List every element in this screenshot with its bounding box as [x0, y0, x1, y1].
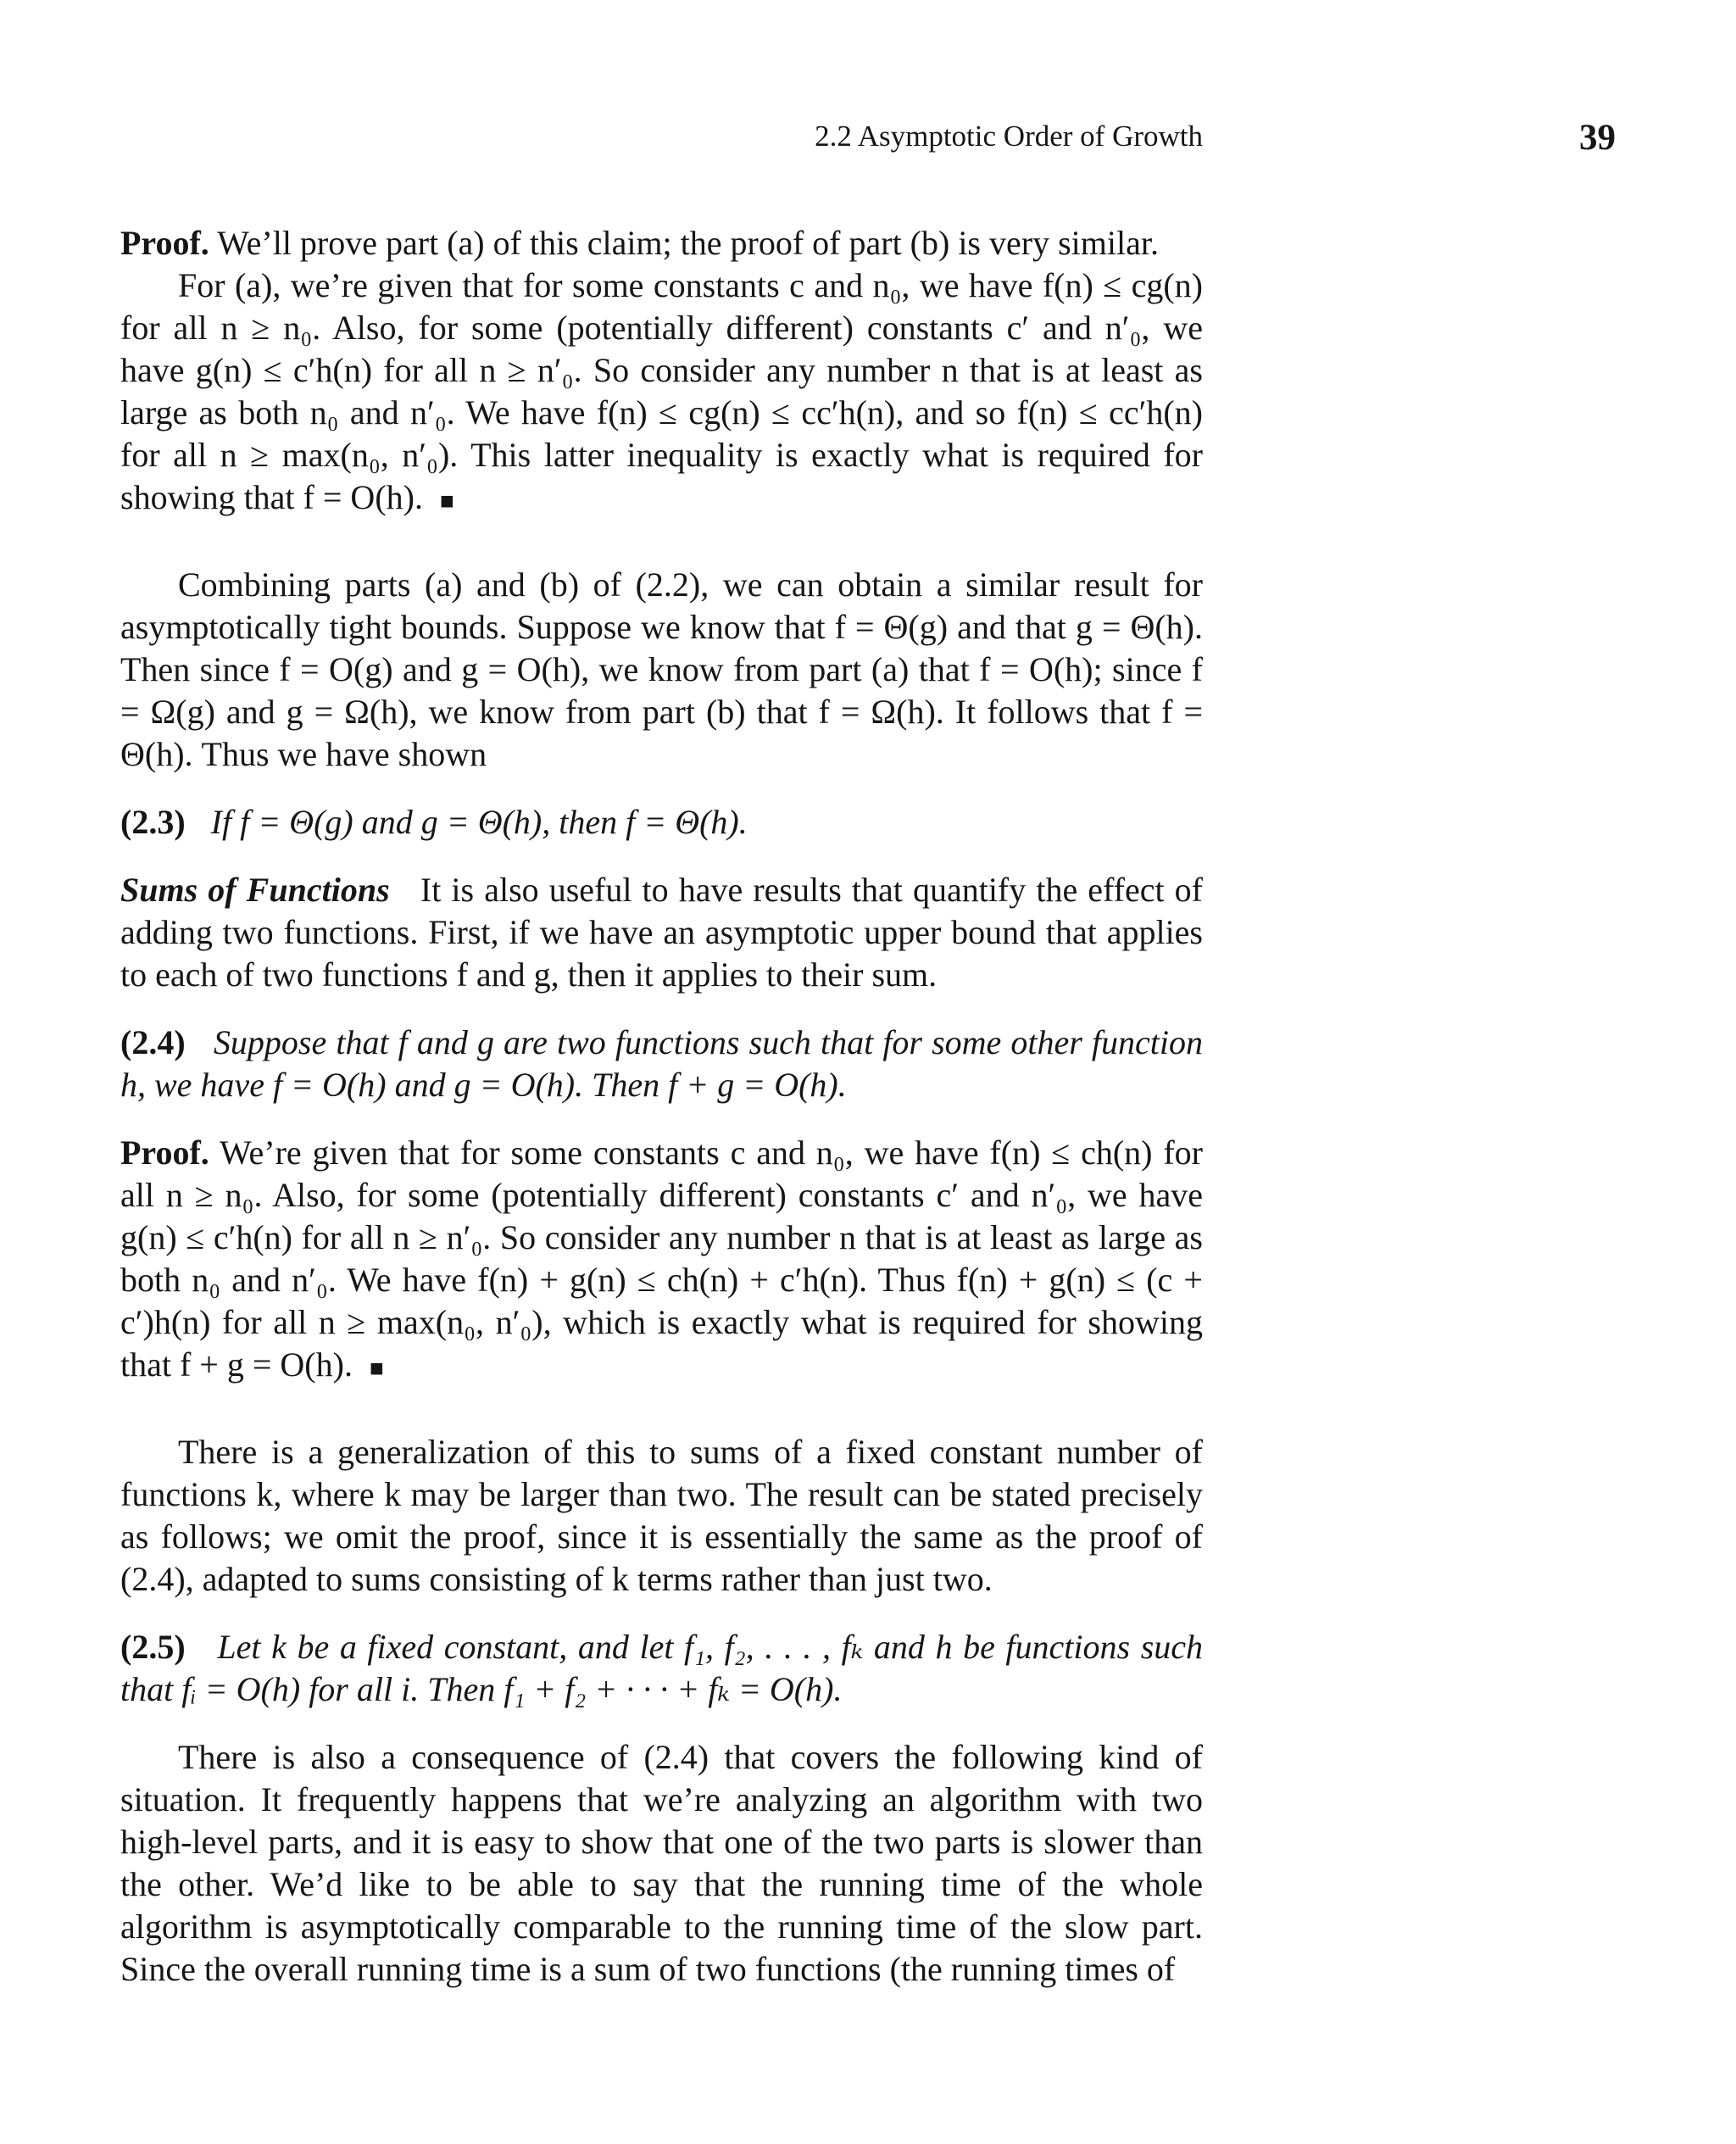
paragraph-consequence: There is also a consequence of (2.4) that covers the following kind of situation. It frequently happens that we’re analyzing an algorithm with two high-level parts, and it is easy to show that one of the two parts is slower than the other. We’d like to be able to say that the running time of the whole algorithm is asymptotically comparable to the running time of the slow part. Since the overall running time is a sum of two functions (the running times of	[120, 1738, 1203, 1988]
claim-2-4	[120, 1022, 1203, 1106]
proof-2-text: We’re given that for some constants c and n₀, we have f(n) ≤ ch(n) for all n ≥ n₀. Also, for some (potentially different) constants c′ and n′₀, we have g(n) ≤ c′h(n) for all n ≥ n′₀. So consider any number n that is at least as large as both n₀ and n′₀. We have f(n) + g(n) ≤ ch(n) + c′h(n). Thus f(n) + g(n) ≤ (c + c′)h(n) for all n ≥ max(n₀, n′₀), which is exactly what is required for showing that f + g = O(h).	[120, 1133, 1203, 1384]
proof-label: Proof.	[120, 1133, 209, 1172]
claim-2-3	[120, 801, 1203, 844]
section-heading: Sums of Functions	[120, 871, 390, 909]
proof-label: Proof.	[120, 224, 209, 262]
claim-2-5	[120, 1626, 1203, 1711]
paragraph-generalization: There is a generalization of this to sums of a fixed constant number of functions k, where k may be larger than two. The result can be stated precisely as follows; we omit the proof, since it is essentially the same as the proof of (2.4), adapted to sums consisting of k terms rather than just two.	[120, 1433, 1203, 1598]
claim-label: (2.3)	[120, 803, 186, 841]
proof-intro-1	[120, 222, 1203, 265]
sums-text: It is also useful to have results that quantify the effect of adding two functions. First, if we have an asymptotic upper bound that applies to each of two functions f and g, then it applies to their sum.	[120, 871, 1203, 994]
proof-1-body	[120, 265, 1203, 523]
claim-label: (2.5)	[120, 1628, 186, 1666]
running-header	[0, 115, 1736, 166]
qed-symbol: ■	[369, 1356, 384, 1382]
qed-symbol: ■	[439, 488, 454, 515]
section-title: 2.2 Asymptotic Order of Growth	[815, 120, 1203, 153]
claim-label: (2.4)	[120, 1023, 186, 1061]
page-body	[120, 222, 1203, 1991]
claim-text: Suppose that f and g are two functions such that for some other function h, we have f = O(h) and g = O(h). Then f + g = O(h).	[120, 1023, 1203, 1104]
claim-text: Let k be a fixed constant, and let f₁, f₂, . . . , fₖ and h be functions such that fᵢ = O(h) for all i. Then f₁ + f₂ + · · · + fₖ = O(h).	[120, 1628, 1204, 1708]
paragraph-combining: Combining parts (a) and (b) of (2.2), we can obtain a similar result for asymptotically tight bounds. Suppose we know that f = Θ(g) and that g = Θ(h). Then since f = O(g) and g = O(h), we know from part (a) that f = O(h); since f = Ω(g) and g = Ω(h), we know from part (b) that f = Ω(h). It follows that f = Θ(h). Thus we have shown	[120, 565, 1203, 773]
proof-1-text: For (a), we’re given that for some constants c and n₀, we have f(n) ≤ cg(n) for all n ≥ n₀. Also, for some (potentially different) constants c′ and n′₀, we have g(n) ≤ c′h(n) for all n ≥ n′₀. So consider any number n that is at least as large as both n₀ and n′₀. We have f(n) ≤ cg(n) ≤ cc′h(n), and so f(n) ≤ cc′h(n) for all n ≥ max(n₀, n′₀). This latter inequality is exactly what is required for showing that f = O(h).	[120, 266, 1203, 516]
sums-of-functions	[120, 869, 1203, 996]
proof-2	[120, 1132, 1203, 1390]
proof-intro-text: We’ll prove part (a) of this claim; the proof of part (b) is very similar.	[217, 224, 1159, 262]
claim-text: If f = Θ(g) and g = Θ(h), then f = Θ(h).	[210, 803, 748, 841]
page-number: 39	[1579, 118, 1616, 158]
